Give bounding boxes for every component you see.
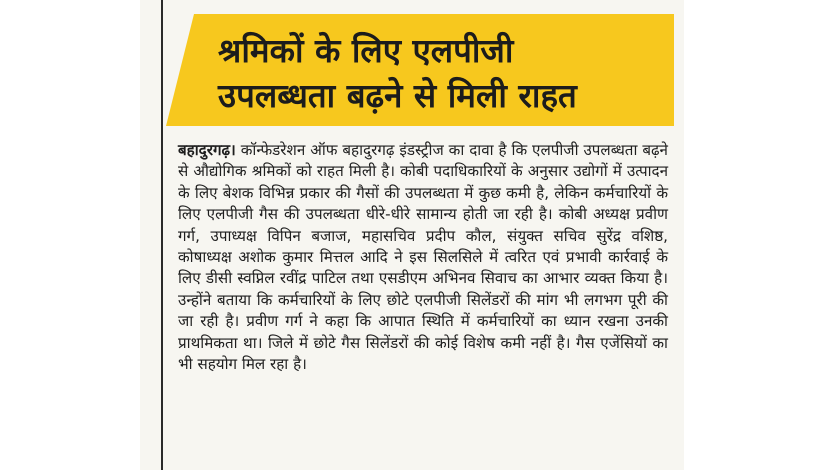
headline <box>166 14 674 126</box>
headline-line-2: उपलब्धता बढ़ने से मिली राहत <box>218 76 577 115</box>
column-rule <box>161 0 163 470</box>
article-text: कॉन्फेडरेशन ऑफ बहादुरगढ़ इंडस्ट्रीज का दावा है कि एलपीजी उपलब्धता बढ़ने से औद्योगिक श्रमिकों को राहत मिली है। कोबी पदाधिकारियों के अनुसार उद्योगों में उत्पादन के लिए बेशक विभिन्न प्रकार की गैसों की उपलब्धता में कुछ कमी है, लेकिन कर्मचारियों के लिए एलपीजी गैस की उपलब्धता धीरे-धीरे सामान्य होती जा रही है। कोबी अध्यक्ष प्रवीण गर्ग, उपाध्यक्ष विपिन बजाज, महासचिव प्रदीप कौल, संयुक्त सचिव सुरेंद्र वशिष्ठ, कोषाध्यक्ष अशोक कुमार मित्तल आदि ने इस सिलसिले में त्वरित एवं प्रभावी कार्रवाई के लिए डीसी स्वप्निल रवींद्र पाटिल तथा एसडीएम अभिनव सिवाच का आभार व्यक्त किया है। उन्होंने बताया कि कर्मचारियों के लिए छोटे एलपीजी सिलेंडरों की मांग भी लगभग पूरी की जा रही है। प्रवीण गर्ग ने कहा कि आपात स्थिति में कर्मचारियों का ध्यान रखना उनकी प्राथमिकता था। जिले में छोटे गैस सिलेंडरों की कोई विशेष कमी नहीं है। गैस एजेंसियों का भी सहयोग मिल रहा है। <box>178 141 668 374</box>
article-body <box>178 140 668 375</box>
dateline: बहादुरगढ़। <box>178 141 236 159</box>
headline-line-1: श्रमिकों के लिए एलपीजी <box>218 31 514 70</box>
